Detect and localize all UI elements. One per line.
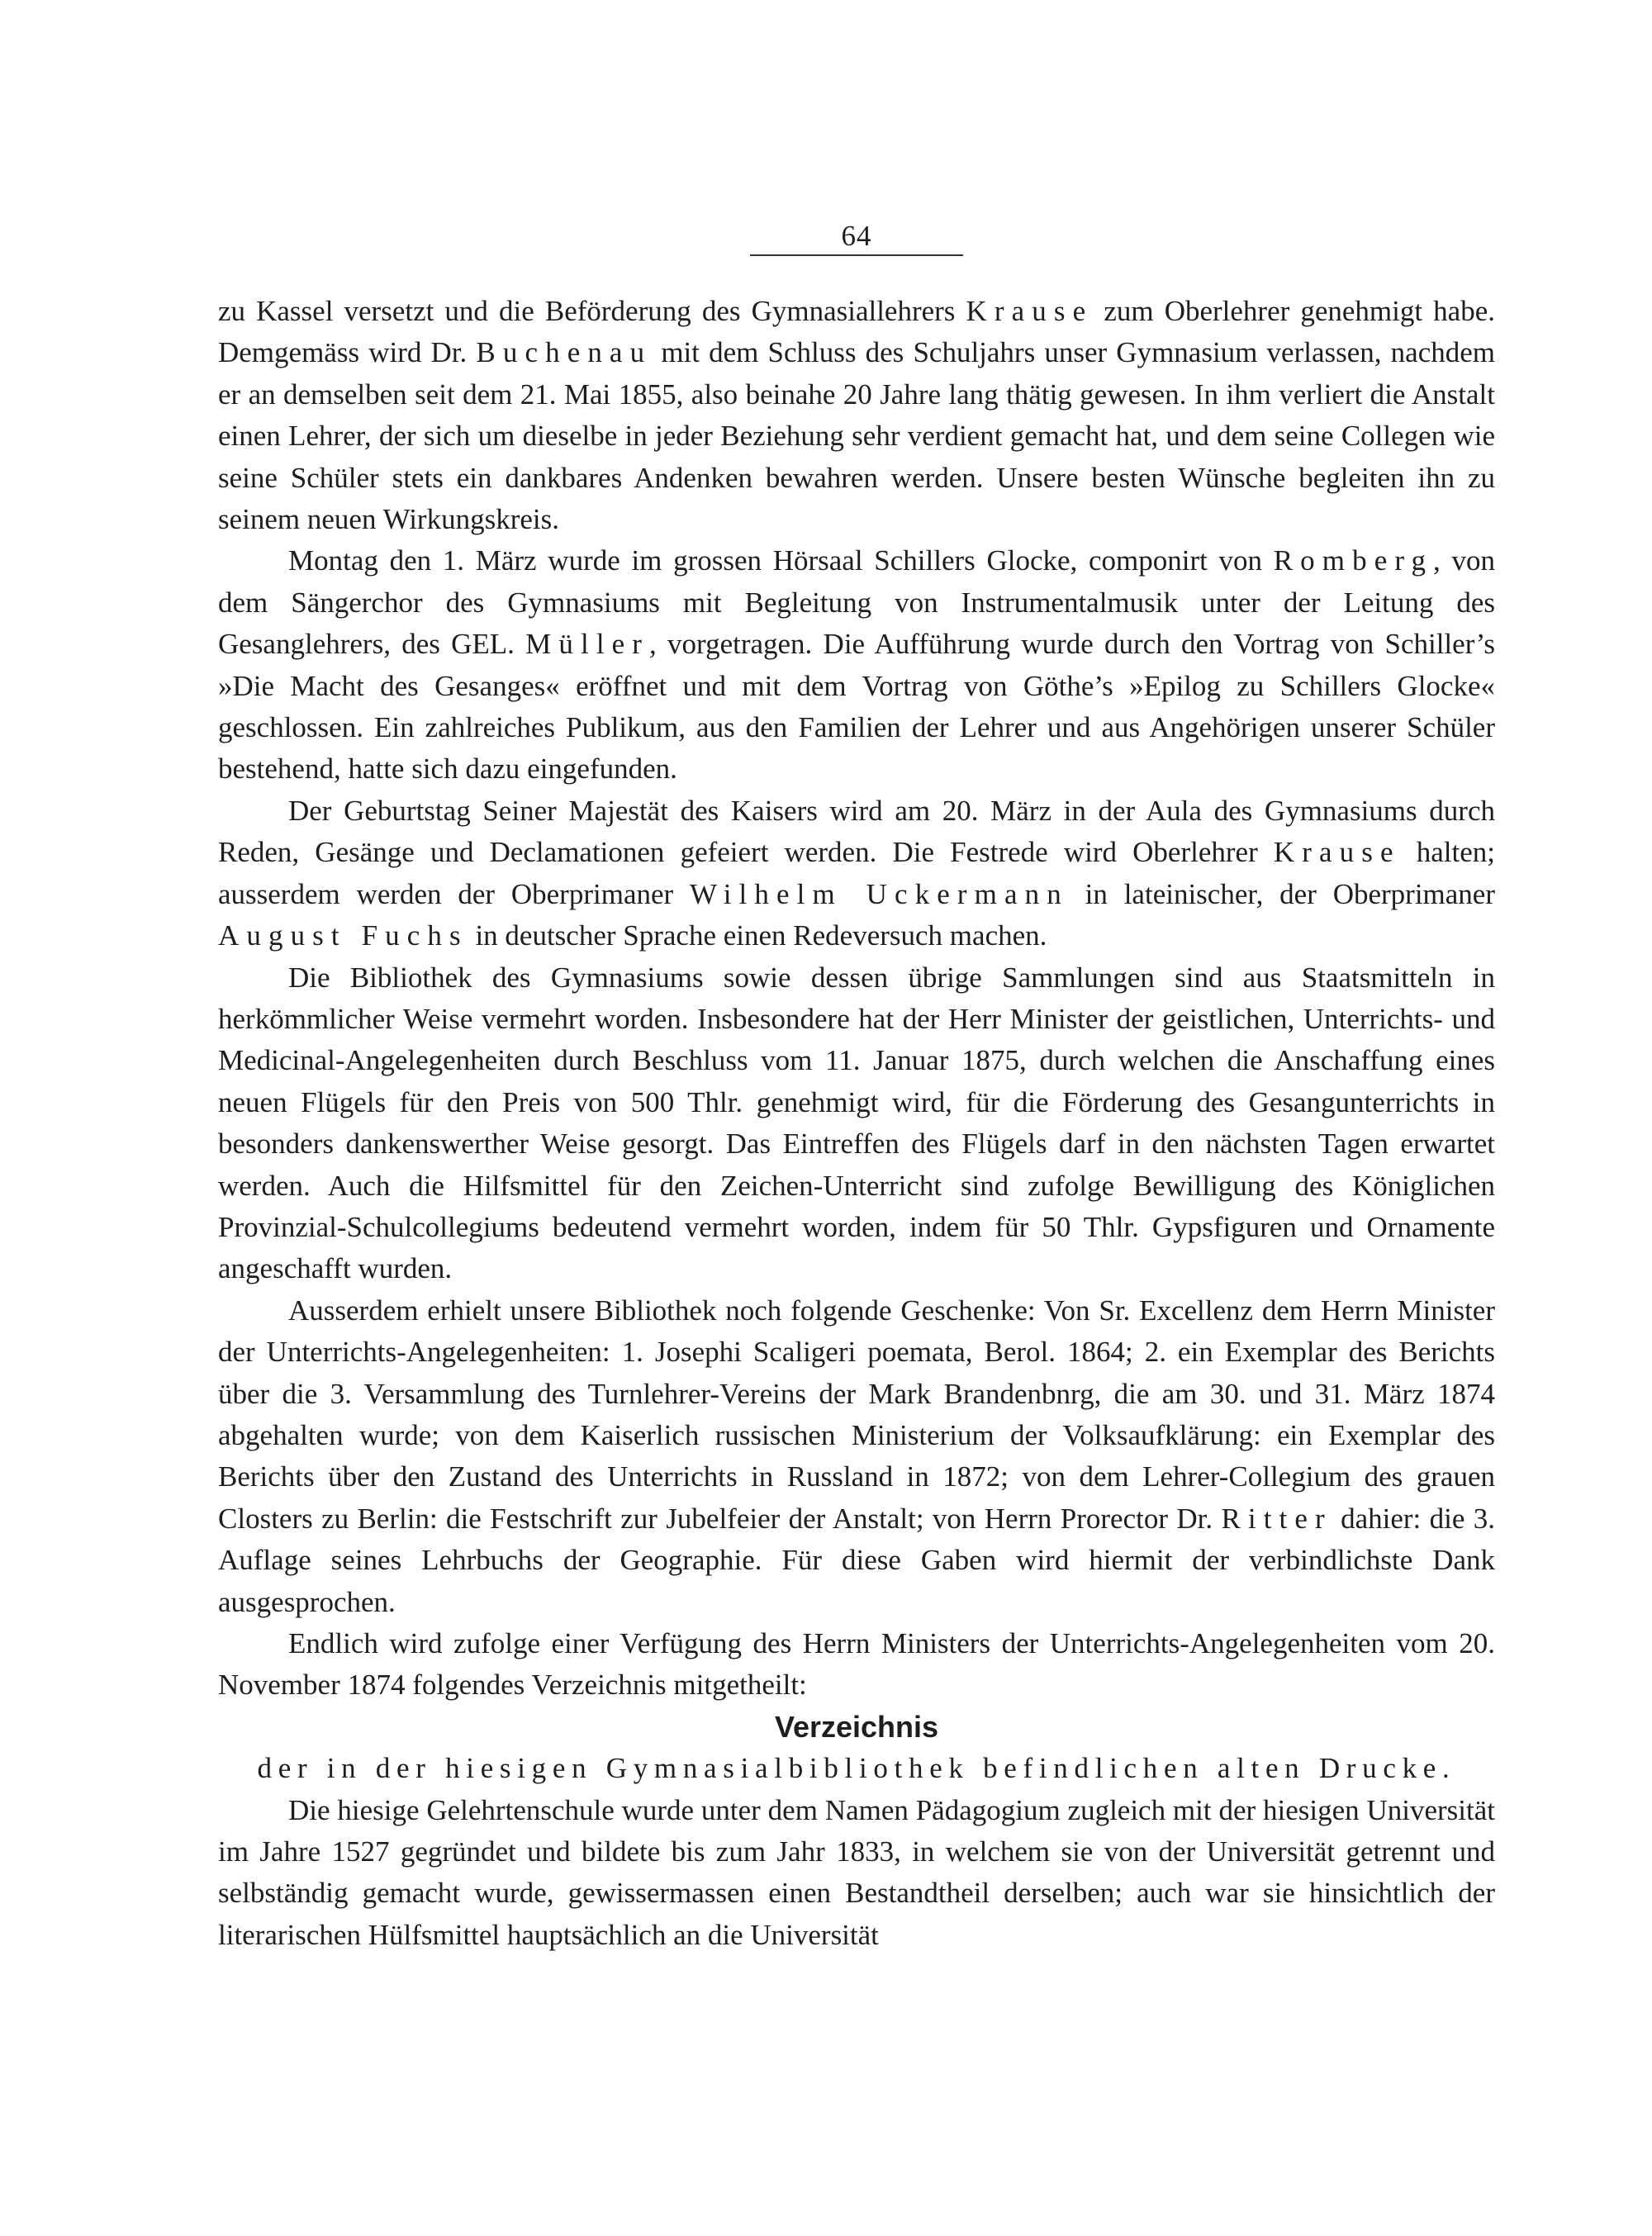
section-paragraph: Die hiesige Gelehrtenschule wurde unter dem Namen Pädagogium zugleich mit der hiesigen Universität im Jahre 1527 gegründet und bildete bis zum Jahr 1833, in welchem sie von der Universität getrennt und selbständig gemacht wurde, gewissermassen einen Bestandtheil derselben; auch war sie hinsichtlich der literarischen Hülfsmittel hauptsächlich an die Universität — [218, 1793, 1495, 1951]
section-subtitle: der in der hiesigen Gymnasialbibliothek befindlichen alten Drucke. — [257, 1752, 1456, 1785]
paragraph-4: Die Bibliothek des Gymnasiums sowie dessen übrige Sammlungen sind aus Staatsmitteln in herkömmlicher Weise vermehrt worden. Insbesondere hat der Herr Minister der geistlichen, Unterrichts- und Medicinal-Angelegenheiten durch Beschluss vom 11. Januar 1875, durch welchen die Anschaffung eines neuen Flügels für den Preis von 500 Thlr. genehmigt wird, für die Förderung des Gesangunterrichts in besonders dankenswerther Weise gesorgt. Das Eintreffen des Flügels darf in den nächsten Tagen erwartet werden. Auch die Hilfsmittel für den Zeichen-Unterricht sind zufolge Bewilligung des Königlichen Provinzial-Schulcollegiums bedeutend vermehrt worden, indem für 50 Thlr. Gypsfiguren und Ornamente angeschafft wurden. — [218, 961, 1495, 1285]
spaced-name: Krause — [966, 295, 1094, 327]
paragraph-5: Ausserdem erhielt unsere Bibliothek noch folgende Geschenke: Von Sr. Excellenz dem Herrn Minister der Unterrichts-Angelegenheiten: 1. Josephi Scaligeri poemata, Berol. 1864; 2. ein Exemplar des Berichts über die 3. Versammlung des Turnlehrer-Vereins der Mark Brandenbnrg, die am 30. und 31. März 1874 abgehalten wurde; von dem Kaiserlich russischen Ministerium der Volksaufklärung: ein Exemplar des Berichts über den Zustand des Unterrichts in Russland in 1872; von dem Lehrer-Collegium des grauen Closters zu Berlin: die Festschrift zur Jubelfeier der Anstalt; von Herrn Prorector Dr. Ritter dahier: die 3. Auflage seines Lehrbuchs der Geographie. Für diese Gaben wird hiermit der verbindlichste Dank ausgesprochen. — [218, 1294, 1495, 1618]
spaced-name: Krause — [1273, 836, 1401, 869]
spaced-name: Buchenau — [476, 336, 653, 369]
spaced-name: Wilhelm Uckermann — [690, 877, 1069, 910]
header-rule — [750, 254, 963, 256]
paragraph-1: zu Kassel versetzt und die Beförderung des Gymnasiallehrers Krause zum Oberlehrer genehmigt habe. Demgemäss wird Dr. Buchenau mit dem Schluss des Schuljahrs unser Gymnasium verlassen, nachdem er an demselben seit dem 21. Mai 1855, also beinahe 20 Jahre lang thätig gewesen. In ihm verliert die Anstalt einen Lehrer, der sich um dieselbe in jeder Beziehung sehr verdient gemacht hat, und dem seine Collegen wie seine Schüler stets ein dankbares Andenken bewahren werden. Unsere besten Wünsche begleiten ihn zu seinem neuen Wirkungskreis. — [218, 295, 1495, 536]
body-text — [218, 291, 1495, 1956]
page-header — [750, 220, 963, 256]
page-number: 64 — [841, 220, 872, 252]
spaced-name: August Fuchs — [218, 919, 468, 952]
paragraph-6: Endlich wird zufolge einer Verfügung des Herrn Ministers der Unterrichts-Angelegenheiten vom 20. November 1874 folgendes Verzeichnis mitgetheilt: — [218, 1627, 1495, 1702]
paragraph-3: Der Geburtstag Seiner Majestät des Kaisers wird am 20. März in der Aula des Gymnasiums durch Reden, Gesänge und Declamationen gefeiert werden. Die Festrede wird Oberlehrer Krause halten; ausserdem werden der Oberprimaner Wilhelm Uckermann in lateinischer, der Oberprimaner August Fuchs in deutscher Sprache einen Redeversuch machen. — [218, 794, 1495, 952]
spaced-name: Romberg — [1273, 544, 1434, 577]
paragraph-2: Montag den 1. März wurde im grossen Hörsaal Schillers Glocke, componirt von Romberg, von dem Sängerchor des Gymnasiums mit Begleitung von Instrumentalmusik unter der Leitung des Gesanglehrers, des GEL. Müller, vorgetragen. Die Aufführung wurde durch den Vortrag von Schiller’s »Die Macht des Gesanges« eröffnet und mit dem Vortrag von Göthe’s »Epilog zu Schillers Glocke« geschlossen. Ein zahlreiches Publikum, aus den Familien der Lehrer und aus Angehörigen unserer Schüler bestehend, hatte sich dazu eingefunden. — [218, 544, 1495, 786]
section-title: Verzeichnis — [774, 1709, 939, 1744]
spaced-name: Müller — [525, 628, 650, 661]
spaced-name: Ritter — [1221, 1502, 1332, 1535]
